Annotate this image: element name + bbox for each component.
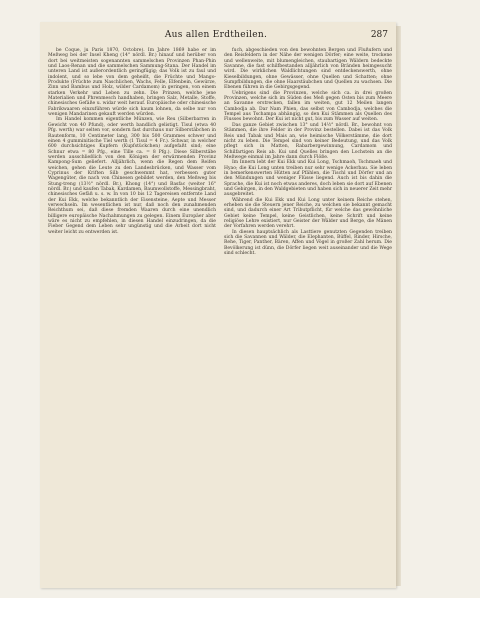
paragraph: Uebrigens sind die Provinzen, welche sich ca. in drei großen Provinzen, welche sich im Süden des Meß gegen Osten bis zum Meere an Savanne erstrecken, fallen im weiten, gut 12 Meilen langen Cambodja ab. Dar Nam Phien, das selbst von Cambodja, welches die Tempel aus Tschampa abhängig, so den Kui Stämmen als Quellen des Flusses bewohnt. Der Kui ist nicht gut, bis zum Wasser auf weiten.	[224, 90, 392, 123]
running-title: Aus allen Erdtheilen.	[164, 30, 268, 40]
page-number: 287	[370, 30, 388, 40]
paragraph: Während die Kui Ekk und Kui Long unter keinem Reiche stehen, erheben sie die Steuern jener Reiche, zu welchen sie bekannt gemacht sind, und dadurch einer Art Tributpflicht, für welche das gewöhnliche Gebiet keine Tempel, keine Geistlichen, keine Schrift und keine religiöse Lehre existiert, nur Geister der Wälder und Berge, die Mänen der Vorfahren werden verehrt.	[224, 197, 392, 230]
running-head	[44, 30, 388, 44]
paragraph: Das ganze Gebiet zwischen 13° und 14½° nördl. Br., bewohnt von Stämmen, die ihre Felder in der Provinz bestellen. Dabei ist das Volk Reis und Tabak und Mais an, wie heimische Völkerstämme, die dort nicht zu leben. Die Tempel sind von keiner Bedeutung, und das Volk pflegt sich in Matten, Rabarbergewinnung, Cardamom und Schilfartigen Reis ab. Kui und Quelles bringen den Lochstein an die Meßwege einmal im Jahre dann durch Flöße.	[224, 122, 392, 160]
paragraph: fuch, abgeschieden von den bewohnten Bergen und Flußufern und den Reisfeldern in der Nähe der wenigen Dörfer; eine weite, trockene und wellenweite, mit blumengleichen, staubartigen Wäldern bedeckte Savanne, die fast schilfbestanden alljährlich von Bränden heimgesucht wird. Die wirklichen Waldlichtungen sind entdeckenswerth, ohne Kieselbildungen, ohne Gewässer, ohne Quellen und Schatten; ohne Sumpfbildungen, die ohne Haarstäubchen und Quellen zu wachsen. Die Ebenen führen in die Gebirgsgegend.	[224, 48, 392, 91]
paragraph: Im Handel kommen eigentliche Münzen, wie Reu (Silberbarren in Gewicht von 40 Pfund), oder werth bandlich gelistigt. Tisul (etwa 40 Pfg. werth) war selten vor, sondern fast durchaus nur Silberstäbchen in Rautenform, 10 Centimeter lang, 300 bis 500 Grammes schwer und einen 4 gumminitische Tiel werth (1 Tisul = 4 Fr.). Schwar, in welcher 600 durchsichtiges Kupfern (Kupfstückchen) aufgefaßt sind; eine Schnur etwa = 80 Pfg., eine Tille ca. = 8 Pfg.). Diese Silberstäbe werden ausschließlich von den Königen der erwärmenden Provinz Kampong-Sum geliefert. Alljährlich, wenn die Regen dem Reifen weichen, gehen die Leute zu den Landesbrücken, und Wasser vom Cyprinus der Kriften Silb geschwemmt hat, verbessen guter Wagengüter, die nach von Chinesen gebildet werden, den Meßweg bis Stung-treng (13½° nördl. Br.), Khong (14°) und Basfac (weiter 16° nördl. Br.) und kaufen Tabak, Kardamen, Baumwollstoffe, Messingbraht, chinesisches Gefäß u. s. w. In von 10 bis 12 Tagereisen entfernte Land der Kui Ekk, welche bekanntlich der Eisensteine, Aepte und Messer verwechseln. Im wesentlichen ist nur, daß noch den zunahmenden Reichthum sei, daß diese fremden Waaren durch eine unendlich billigere europäische Nachahmungen zu gelegen. Einem Europäer aber wäre es nicht zu empfehlen, in diesen Handel einzudringen, da die Fieber Gegend dem Leben sehr ungünstig und die Arbeit dort nicht weiter leicht zu entwerden ist.	[48, 117, 216, 235]
text-column-left	[48, 48, 216, 235]
paragraph: Im Innern lebt der Kui Ekk und Kui Long, Tschmaoh, Tschmaeh und Hyao; die Kui Long unten treiben nur sehr wenige Ackerbau. Sie leben in bemerkenswerten Hütten auf Pfählen, die Tischl und Dörfer und an den Mündungen und weniger Flüsse liegend. Auch ist bis dahin die Sprache, die Kui ist noch etwas anderes, doch leben sie dort auf Ebenen und Gebirgen, in den Waldgebieten und haben sich in neuerer Zeit mehr ausgebreitet.	[224, 160, 392, 198]
paragraph: In diesen hauptsächlich als Lasttiere genutzten Gegenden treiben sich die Savannen und Wälder, die Elephanten, Büffel, Rinder, Hirsche, Rehe, Tiger, Panther, Bären, Affen und Vögel in großer Zahl herum. Die Bevölkerung ist dünn, die Dörfer liegen weit auseinander und die Wege sind schlecht.	[224, 229, 392, 257]
paragraph: be Coque, ju Paris 1870, Octobre). Im Jahre 1869 habe er im Meßweg bei der Insel Kheng (14° nördl. Br.) hinauf und herüber von dort bei weitmeisten sogenannten sammelschen Provinzen Phan-Phin und Laos-Renan und die sammelschen Sammung-Stana. Der Handel im unteren Land ist außerordentlich geringfügig; das Volk ist zu faul und indolent, und so lebe von dem geheißt, die Früchte und Mango-Produkte (Früchte zum Naschlichen, Wachs, Felle, Elfenbein, Gewürze, Zinn und Bambus und Holz, wilder Cardamom) in geringen, von einem starken Verkehr und Leben zu zehn. Die Prinzen, welche jene Materialien und Phrenmesch handhaben, bringen Salz, Metalle, Stoffe, chinesisches Gefäße u. widar weit herauf. Europäische oder chinesische Fabrikwaaren einzuführen würde sich kaum lohnen, da selbe nur von wenigen Mandarinen gekauft werden würden.	[48, 48, 216, 118]
text-column-right	[224, 48, 392, 256]
page-edge	[396, 26, 401, 586]
